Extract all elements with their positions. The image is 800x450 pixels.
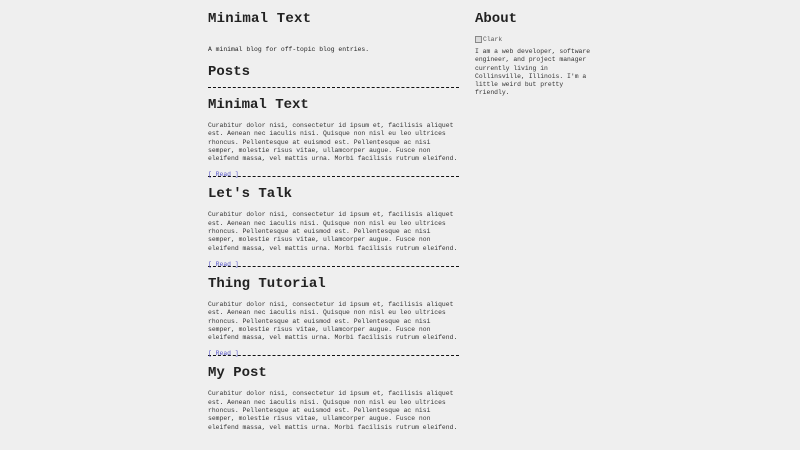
main-column <box>208 0 459 432</box>
site-title[interactable]: Minimal Text <box>208 11 312 27</box>
post-excerpt: Curabitur dolor nisi, consectetur id ipsum et, facilisis aliquet est. Aenean nec iaculis nisi. Quisque non nisl eu leo ultrices rhoncus. Pellentesque at euismod est. Pellentesque ac nisi semper, molestie risus vitae, ullamcorper augue. Fusce non eleifend massa, vel mattis urna. Morbi facilisis rutrum eleifend. <box>208 390 458 431</box>
site-tagline: A minimal blog for off-topic blog entries. <box>208 46 370 53</box>
post-excerpt: Curabitur dolor nisi, consectetur id ipsum et, facilisis aliquet est. Aenean nec iaculis nisi. Quisque non nisl eu leo ultrices rhoncus. Pellentesque at euismod est. Pellentesque ac nisi semper, molestie risus vitae, ullamcorper augue. Fusce non eleifend massa, vel mattis urna. Morbi facilisis rutrum eleifend. <box>208 300 458 342</box>
read-link[interactable]: [ Read ] <box>208 260 239 268</box>
post-title[interactable]: Minimal Text <box>208 97 309 113</box>
avatar <box>475 35 600 44</box>
post-excerpt: Curabitur dolor nisi, consectetur id ipsum et, facilisis aliquet est. Aenean nec iaculis nisi. Quisque non nisl eu leo ultrices rhoncus. Pellentesque at euismod est. Pellentesque ac nisi semper, molestie risus vitae, ullamcorper augue. Fusce non eleifend massa, vel mattis urna. Morbi facilisis rutrum eleifend. <box>208 122 458 163</box>
post-title[interactable]: Let's Talk <box>208 186 293 203</box>
read-link[interactable]: [ Read ] <box>208 171 239 179</box>
post-item <box>208 185 459 268</box>
dashed-divider <box>208 87 459 88</box>
read-link[interactable]: [ Read ] <box>208 350 239 358</box>
about-heading: About <box>475 11 518 27</box>
post-item <box>208 96 459 179</box>
post-title[interactable]: Thing Tutorial <box>208 275 326 292</box>
sidebar <box>475 0 600 98</box>
broken-image-icon <box>475 36 482 43</box>
about-bio: I am a web developer, software engineer, and project manager currently living in Collinsville, Illinois. I'm a little weird but pretty friendly. <box>475 48 591 97</box>
dashed-divider <box>208 176 459 177</box>
dashed-divider <box>208 355 459 356</box>
post-item <box>208 275 459 358</box>
avatar-alt-text: Clark <box>483 36 503 43</box>
post-title[interactable]: My Post <box>208 365 267 382</box>
post-item <box>208 364 459 431</box>
posts-heading: Posts <box>208 64 251 80</box>
post-excerpt: Curabitur dolor nisi, consectetur id ipsum et, facilisis aliquet est. Aenean nec iaculis nisi. Quisque non nisl eu leo ultrices rhoncus. Pellentesque at euismod est. Pellentesque ac nisi semper, molestie risus vitae, ullamcorper augue. Fusce non eleifend massa, vel mattis urna. Morbi facilisis rutrum eleifend. <box>208 211 458 252</box>
page-container <box>208 0 600 450</box>
dashed-divider <box>208 266 459 267</box>
